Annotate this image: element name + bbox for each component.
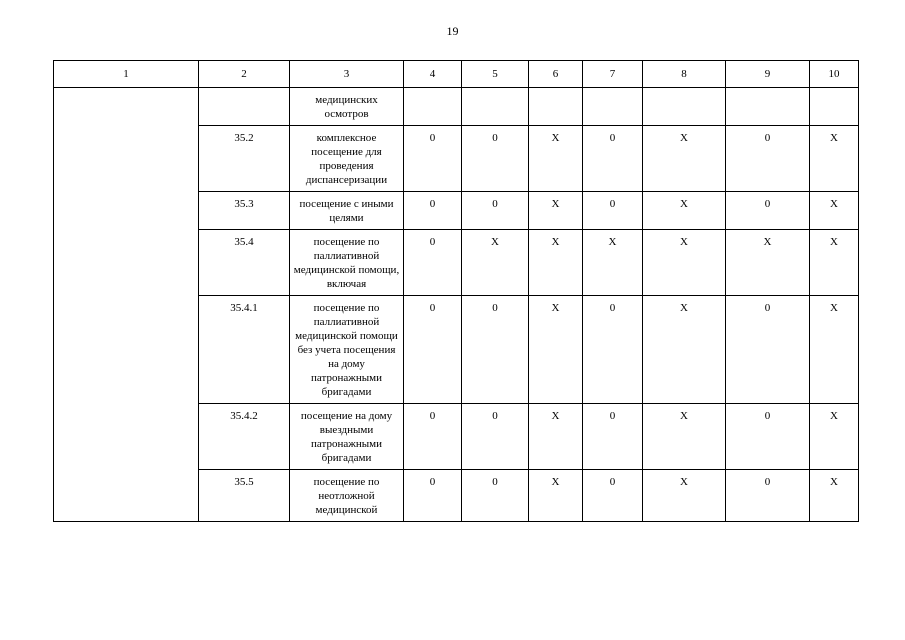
row-value-4: 0: [404, 404, 462, 470]
row-value-9: 0: [726, 296, 810, 404]
row-value-6: X: [529, 192, 583, 230]
row-value-8: X: [643, 404, 726, 470]
row-value-6: [529, 88, 583, 126]
header-cell-8: 8: [643, 61, 726, 88]
row-value-9: X: [726, 230, 810, 296]
row-value-10: X: [810, 296, 859, 404]
header-cell-1: 1: [54, 61, 199, 88]
row-value-4: 0: [404, 126, 462, 192]
row-code: 35.5: [199, 470, 290, 522]
header-cell-3: 3: [290, 61, 404, 88]
row-code: 35.4.2: [199, 404, 290, 470]
row-value-5: X: [462, 230, 529, 296]
row-code: 35.2: [199, 126, 290, 192]
row-value-6: X: [529, 404, 583, 470]
row-value-7: 0: [583, 126, 643, 192]
header-cell-9: 9: [726, 61, 810, 88]
row-name: медицинских осмотров: [290, 88, 404, 126]
merged-first-column-cell: [54, 88, 199, 522]
table-row: [54, 88, 859, 126]
row-value-7: 0: [583, 470, 643, 522]
row-value-6: X: [529, 296, 583, 404]
row-value-4: [404, 88, 462, 126]
row-value-5: 0: [462, 296, 529, 404]
row-value-9: 0: [726, 126, 810, 192]
row-code: 35.4.1: [199, 296, 290, 404]
row-value-10: [810, 88, 859, 126]
row-value-5: [462, 88, 529, 126]
row-name: комплексное посещение для проведения диспансеризации: [290, 126, 404, 192]
row-value-7: X: [583, 230, 643, 296]
row-value-4: 0: [404, 296, 462, 404]
row-value-7: 0: [583, 404, 643, 470]
row-name: посещение по неотложной медицинской: [290, 470, 404, 522]
header-row: [54, 61, 859, 88]
row-value-8: X: [643, 470, 726, 522]
row-value-8: [643, 88, 726, 126]
row-name: посещение по паллиативной медицинской помощи, включая: [290, 230, 404, 296]
header-cell-10: 10: [810, 61, 859, 88]
row-value-5: 0: [462, 470, 529, 522]
data-table: [53, 60, 859, 522]
row-value-7: 0: [583, 296, 643, 404]
row-value-5: 0: [462, 126, 529, 192]
table-header: [54, 61, 859, 88]
row-value-10: X: [810, 404, 859, 470]
header-cell-5: 5: [462, 61, 529, 88]
row-value-7: 0: [583, 192, 643, 230]
header-cell-2: 2: [199, 61, 290, 88]
row-value-10: X: [810, 126, 859, 192]
row-value-4: 0: [404, 470, 462, 522]
row-value-9: 0: [726, 470, 810, 522]
row-name: посещение с иными целями: [290, 192, 404, 230]
row-value-6: X: [529, 470, 583, 522]
header-cell-4: 4: [404, 61, 462, 88]
page-number: 19: [446, 24, 459, 38]
row-code: 35.4: [199, 230, 290, 296]
row-value-6: X: [529, 230, 583, 296]
row-value-10: X: [810, 192, 859, 230]
header-cell-6: 6: [529, 61, 583, 88]
row-value-5: 0: [462, 404, 529, 470]
row-value-7: [583, 88, 643, 126]
row-name: посещение по паллиативной медицинской помощи без учета посещения на дому патронажными бригадами: [290, 296, 404, 404]
row-value-10: X: [810, 470, 859, 522]
row-value-8: X: [643, 296, 726, 404]
row-code: 35.3: [199, 192, 290, 230]
row-value-9: [726, 88, 810, 126]
row-value-8: X: [643, 126, 726, 192]
row-value-5: 0: [462, 192, 529, 230]
row-value-6: X: [529, 126, 583, 192]
row-value-10: X: [810, 230, 859, 296]
row-value-9: 0: [726, 404, 810, 470]
row-value-4: 0: [404, 230, 462, 296]
row-value-8: X: [643, 192, 726, 230]
row-value-9: 0: [726, 192, 810, 230]
row-code: [199, 88, 290, 126]
header-cell-7: 7: [583, 61, 643, 88]
row-value-8: X: [643, 230, 726, 296]
row-name: посещение на дому выездными патронажными бригадами: [290, 404, 404, 470]
table-body: [54, 88, 859, 522]
row-value-4: 0: [404, 192, 462, 230]
